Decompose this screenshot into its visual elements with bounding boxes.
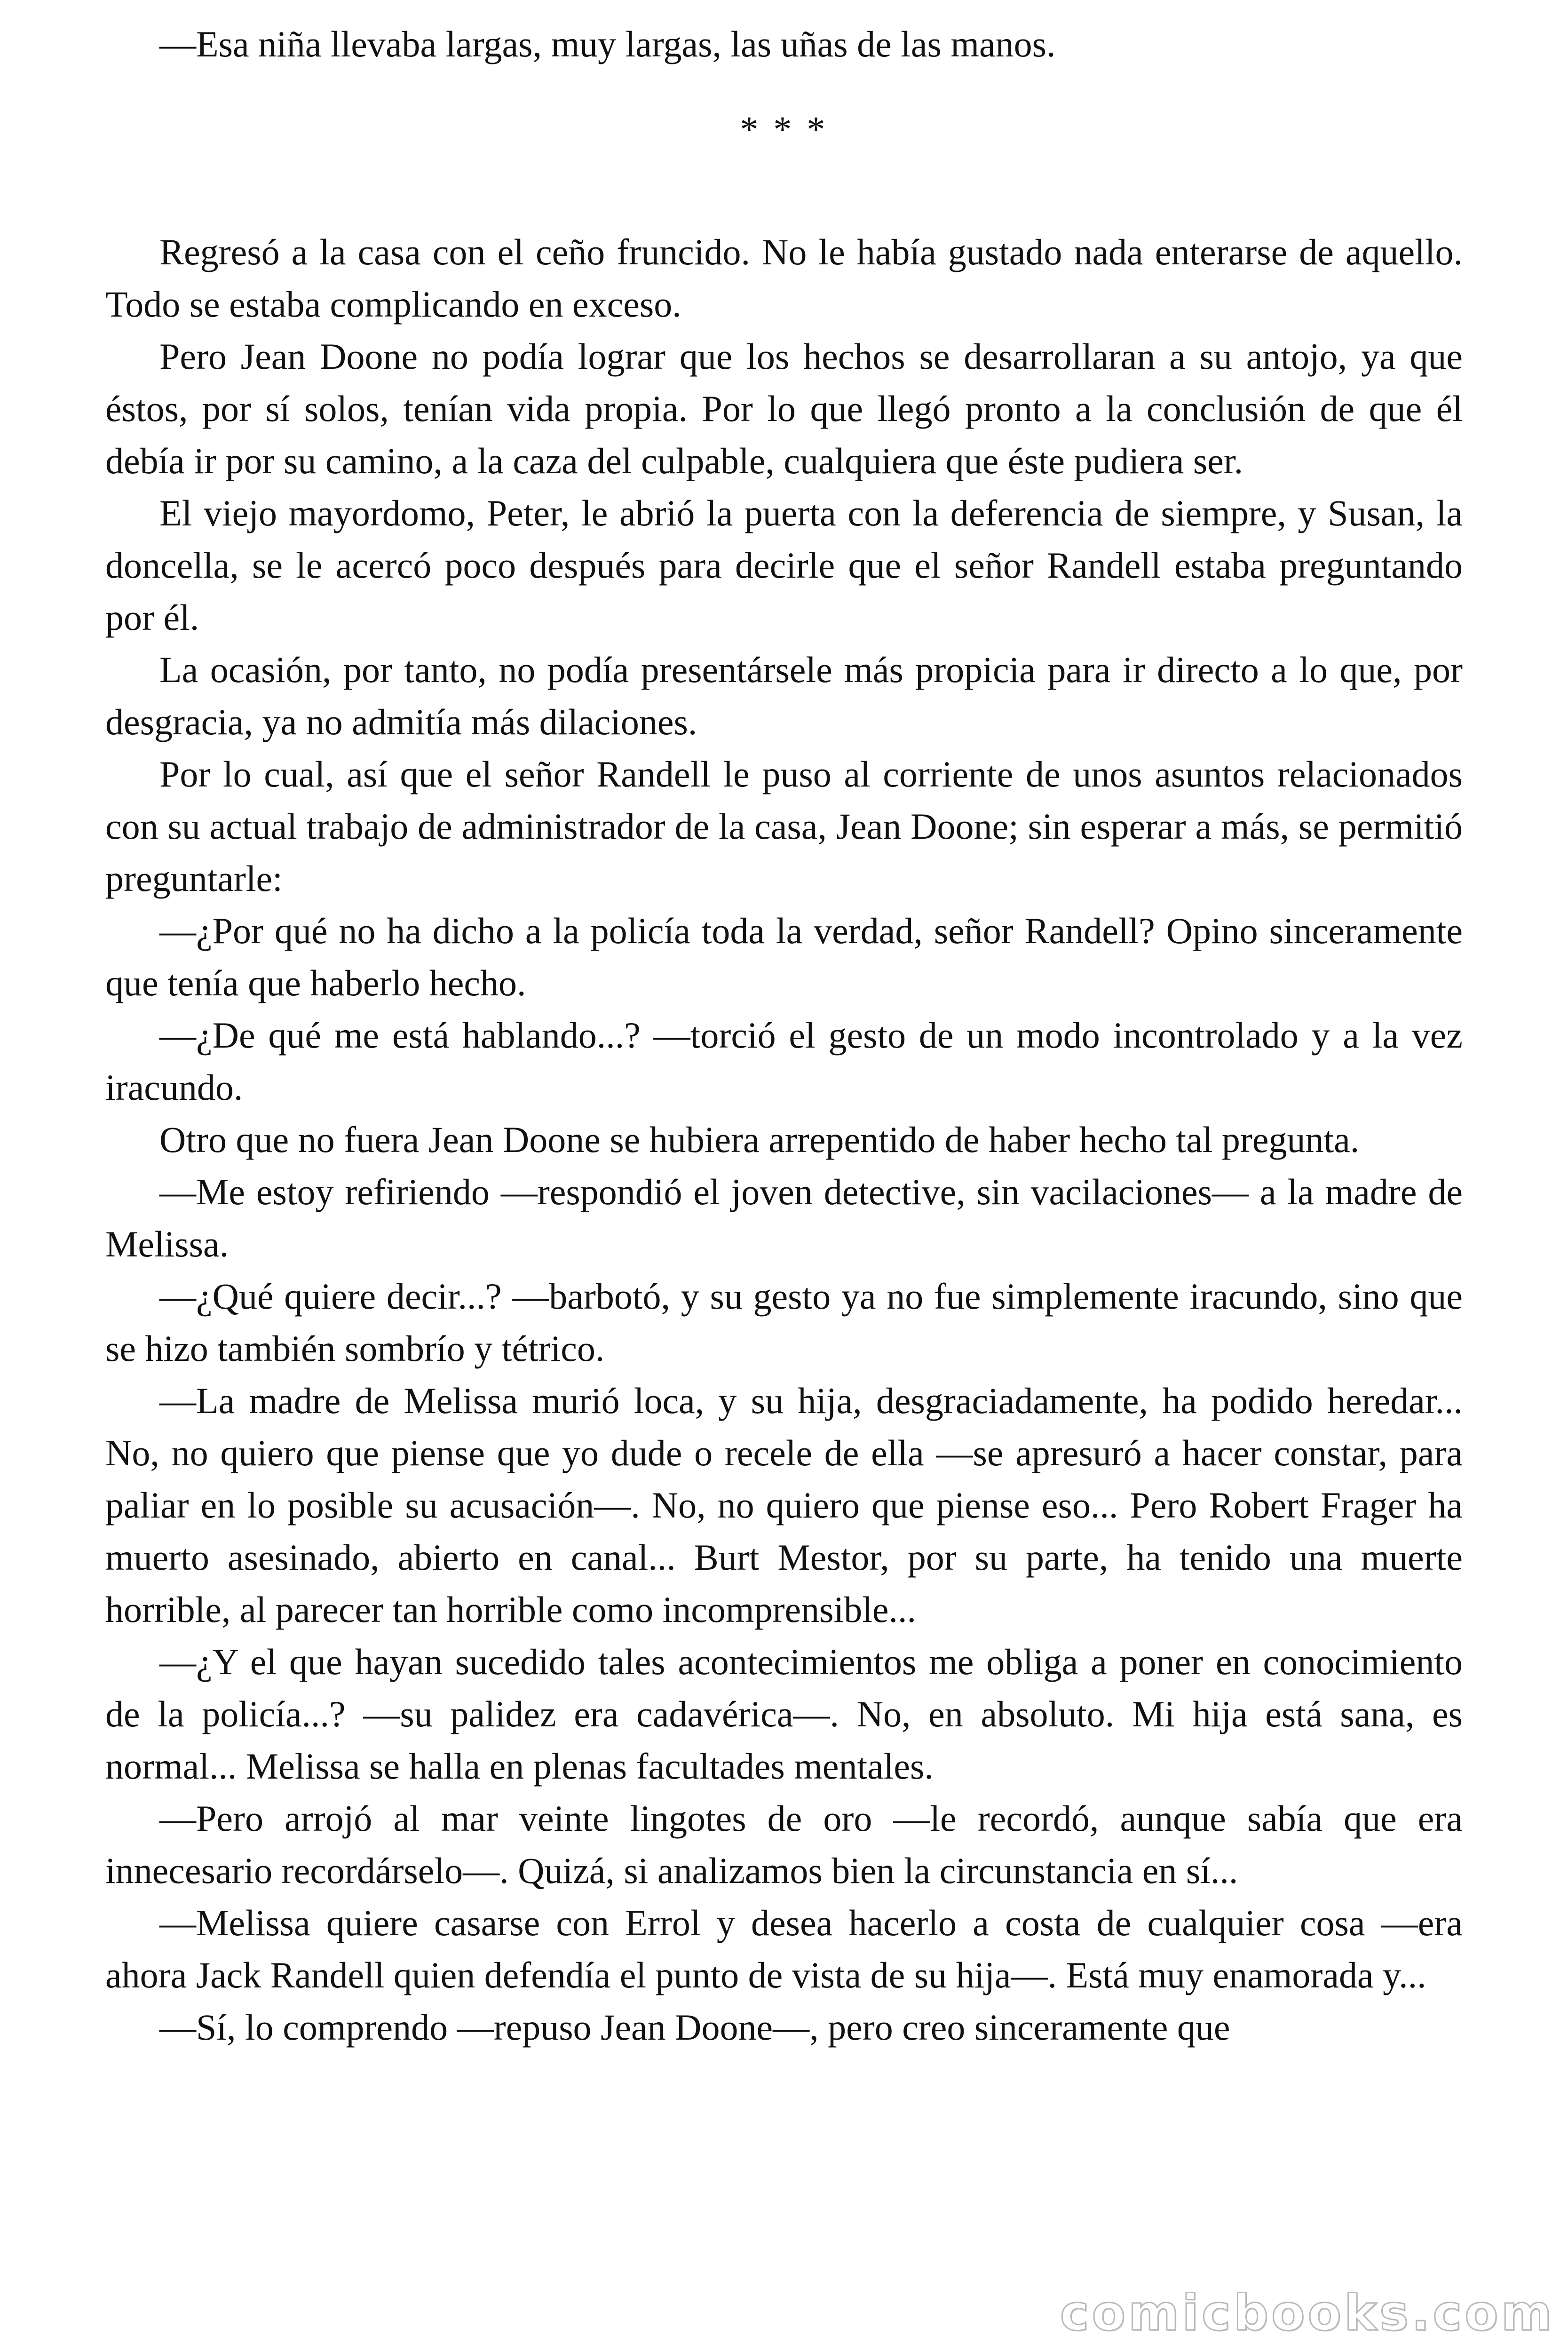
- paragraph: Otro que no fuera Jean Doone se hubiera arrepentido de haber hecho tal pregunta.: [159, 1119, 1360, 1160]
- paragraph: Pero Jean Doone no podía lograr que los hechos se desarrollaran a su antojo, ya que éstos, por sí solos, tenían vida propia. Por lo que llegó pronto a la conclusión de que él debía ir por su camino, a la caza del culpable, cualquiera que éste pudiera ser.: [105, 336, 1463, 481]
- section-separator: * * *: [740, 109, 828, 150]
- paragraph: —La madre de Melissa murió loca, y su hija, desgraciadamente, ha podido heredar... No, no quiero que piense que yo dude o recele de ella —se apresuró a hacer constar, para paliar en lo posible su acusación—. No, no quiero que piense eso... Pero Robert Frager ha muerto asesinado, abierto en canal... Burt Mestor, por su parte, ha tenido una muerte horrible, al parecer tan horrible como incomprensible...: [105, 1380, 1463, 1630]
- paragraph: —Sí, lo comprendo —repuso Jean Doone—, pero creo sinceramente que: [159, 2007, 1230, 2048]
- site-watermark: comicbooks.com: [1060, 2284, 1555, 2342]
- paragraph: —¿Y el que hayan sucedido tales acontecimientos me obliga a poner en conocimiento de la policía...? —su palidez era cadavérica—. No, en absoluto. Mi hija está sana, es normal... Melissa se halla en plenas facultades mentales.: [105, 1641, 1463, 1787]
- paragraph: —Me estoy refiriendo —respondió el joven detective, sin vacilaciones— a la madre de Melissa.: [105, 1171, 1463, 1264]
- paragraph: —¿Por qué no ha dicho a la policía toda la verdad, señor Randell? Opino sinceramente que tenía que haberlo hecho.: [105, 910, 1463, 1003]
- paragraph: La ocasión, por tanto, no podía presentársele más propicia para ir directo a lo que, por desgracia, ya no admitía más dilaciones.: [105, 649, 1463, 742]
- paragraph: Por lo cual, así que el señor Randell le puso al corriente de unos asuntos relacionados con su actual trabajo de administrador de la casa, Jean Doone; sin esperar a más, se permitió preguntarle:: [105, 754, 1463, 899]
- opening-line: —Esa niña llevaba largas, muy largas, las uñas de las manos.: [159, 24, 1056, 64]
- paragraph: Regresó a la casa con el ceño fruncido. No le había gustado nada enterarse de aquello. Todo se estaba complicando en exceso.: [105, 231, 1463, 325]
- paragraph: —¿De qué me está hablando...? —torció el gesto de un modo incontrolado y a la vez iracundo.: [105, 1015, 1463, 1108]
- paragraph: —Melissa quiere casarse con Errol y desea hacerlo a costa de cualquier cosa —era ahora Jack Randell quien defendía el punto de vista de su hija—. Está muy enamorada y...: [105, 1902, 1463, 1995]
- paragraph: —¿Qué quiere decir...? —barbotó, y su gesto ya no fue simplemente iracundo, sino que se hizo también sombrío y tétrico.: [105, 1276, 1463, 1369]
- paragraph: —Pero arrojó al mar veinte lingotes de oro —le recordó, aunque sabía que era innecesario recordárselo—. Quizá, si analizamos bien la circunstancia en sí...: [105, 1798, 1463, 1891]
- paragraph: El viejo mayordomo, Peter, le abrió la puerta con la deferencia de siempre, y Susan, la doncella, se le acercó poco después para decirle que el señor Randell estaba preguntando por él.: [105, 493, 1463, 638]
- book-page: [105, 18, 1463, 2053]
